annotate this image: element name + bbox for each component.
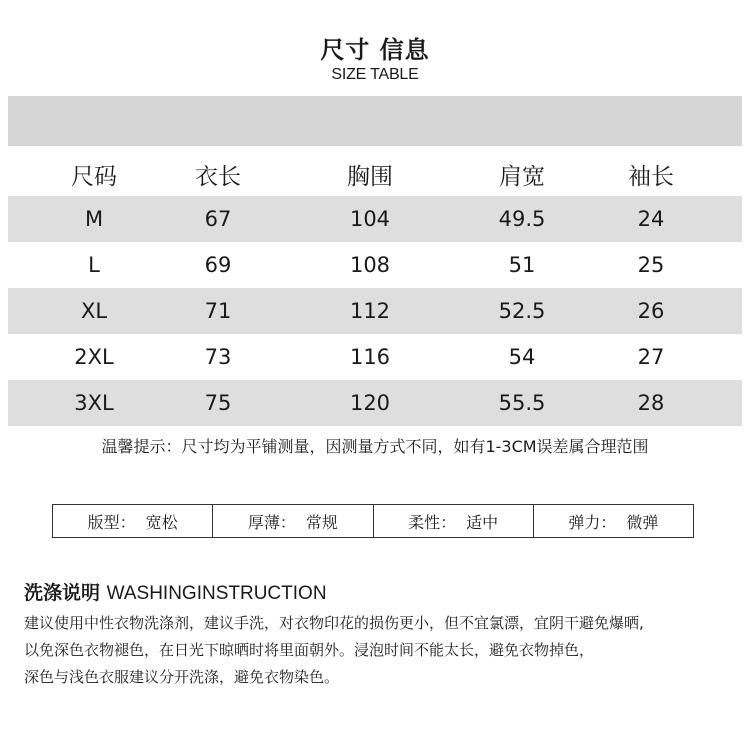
cell-length: 73	[204, 345, 232, 369]
cell-chest: 108	[349, 253, 391, 277]
cell-shoulder: 52.5	[498, 299, 546, 323]
header-chest: 胸围	[347, 163, 393, 190]
fabric-properties	[52, 504, 694, 538]
table-row	[8, 380, 742, 426]
header-length: 衣长	[195, 163, 241, 190]
table-row	[8, 242, 742, 288]
property-value: 适中	[466, 512, 499, 532]
header-shoulder: 肩宽	[499, 163, 545, 190]
cell-chest: 104	[349, 207, 391, 231]
header-band	[8, 96, 742, 146]
cell-size: M	[84, 207, 104, 231]
cell-chest: 116	[349, 345, 391, 369]
property-fit	[53, 505, 213, 537]
cell-size: XL	[80, 299, 108, 323]
cell-chest: 120	[349, 391, 391, 415]
property-thickness	[213, 505, 373, 537]
property-label: 厚薄：	[247, 512, 296, 532]
property-value: 微弹	[626, 512, 659, 532]
cell-length: 75	[204, 391, 232, 415]
washing-title-en: WASHINGINSTRUCTION	[106, 583, 327, 604]
measurement-note: 温馨提示：尺寸均为平铺测量，因测量方式不同，如有1-3CM误差属合理范围	[101, 437, 649, 456]
washing-instructions	[24, 610, 744, 691]
page-subtitle: SIZE TABLE	[331, 66, 419, 83]
header-sleeve: 袖长	[628, 163, 674, 190]
cell-sleeve: 24	[637, 207, 665, 231]
property-label: 弹力：	[568, 512, 617, 532]
cell-shoulder: 51	[508, 253, 536, 277]
property-label: 版型：	[87, 512, 136, 532]
header-size: 尺码	[71, 163, 117, 190]
cell-sleeve: 25	[637, 253, 665, 277]
cell-size: 3XL	[74, 391, 114, 415]
property-value: 宽松	[145, 512, 178, 532]
washing-line: 建议使用中性衣物洗涤剂，建议手洗，对衣物印花的损伤更小，但不宜氯漂，宜阴干避免爆晒,	[24, 614, 644, 632]
washing-title-cn: 洗涤说明	[24, 582, 101, 604]
washing-line: 深色与浅色衣服建议分开洗涤，避免衣物染色。	[24, 668, 340, 686]
cell-chest: 112	[349, 299, 391, 323]
property-value: 常规	[305, 512, 338, 532]
washing-title	[24, 578, 327, 605]
property-label: 柔性：	[408, 512, 457, 532]
cell-sleeve: 28	[637, 391, 665, 415]
cell-shoulder: 55.5	[498, 391, 546, 415]
washing-line: 以免深色衣物褪色，在日光下晾晒时将里面朝外。浸泡时间不能太长，避免衣物掉色，	[24, 641, 595, 659]
size-table	[8, 152, 742, 426]
table-row	[8, 334, 742, 380]
cell-length: 69	[204, 253, 232, 277]
cell-shoulder: 54	[508, 345, 536, 369]
table-row	[8, 288, 742, 334]
table-row	[8, 196, 742, 242]
cell-size: 2XL	[74, 345, 114, 369]
table-header-row	[8, 152, 742, 196]
cell-sleeve: 27	[637, 345, 665, 369]
cell-length: 71	[204, 299, 232, 323]
cell-sleeve: 26	[637, 299, 665, 323]
page-title: 尺寸 信息	[320, 36, 430, 64]
cell-shoulder: 49.5	[498, 207, 546, 231]
property-softness	[374, 505, 534, 537]
cell-size: L	[88, 253, 100, 277]
cell-length: 67	[204, 207, 232, 231]
property-elasticity	[534, 505, 693, 537]
